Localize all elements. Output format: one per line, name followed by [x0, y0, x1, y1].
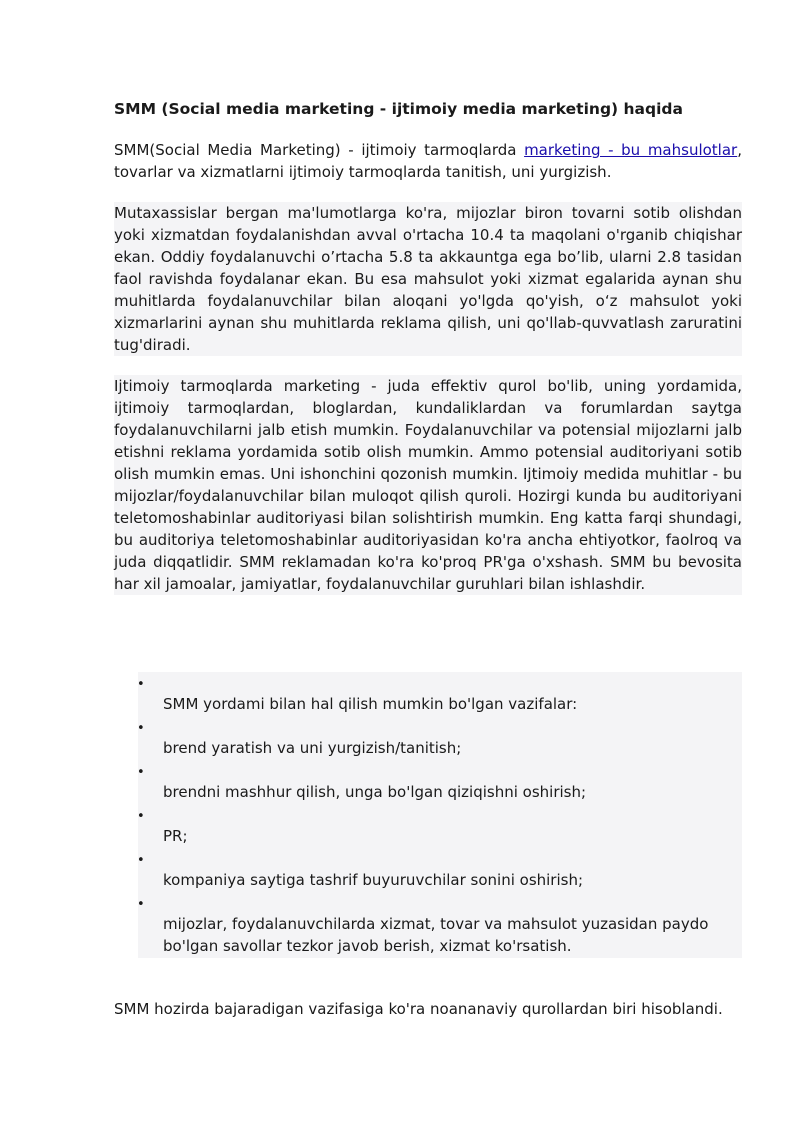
social-marketing-paragraph: Ijtimoiy tarmoqlarda marketing - juda effektiv qurol bo'lib, uning yordamida, ijtimoiy tarmoqlardan, bloglardan, kundaliklardan va forumlardan saytga foydalanuvchilarni jalb etish mumkin. Foydalanuvchilar va potensial mijozlarni jalb etishni reklama yordamida sotib olish mumkin. Ammo potensial auditoriyani sotib olish mumkin emas. Uni ishonchini qozonish mumkin. Ijtimoiy medida muhitlar - bu mijozlar/foydalanuvchilar bilan muloqot qilish quroli. Hozirgi kunda bu auditoriyani teletomoshabinlar auditoriyasi bilan solishtirish mumkin. Eng katta farqi shundagi, bu auditoriya teletomoshabinlar auditoriyasidan ko'ra ancha ehtiyotkor, faolroq va juda diqqatlidir. SMM reklamadan ko'ra ko'proq PR'ga o'xshash. SMM bu bevosita har xil jamoalar, jamiyatlar, foydalanuvchilar guruhlari bilan ishlashdir. — [114, 377, 742, 593]
list-item: SMM yordami bilan hal qilish mumkin bo'lgan vazifalar: — [163, 695, 578, 713]
statistics-paragraph: Mutaxassislar bergan ma'lumotlarga ko'ra, mijozlar biron tovarni sotib olishdan yoki xizmatdan foydalanishdan avval o'rtacha 10.4 ta maqolani o'rganib chiqishar ekan. Oddiy foydalanuvchi o’rtacha 5.8 ta akkauntga ega bo’lib, ularni 2.8 tasidan faol ravishda foydalanar ekan. Bu esa mahsulot yoki xizmat egalarida aynan shu muhitlarda foydalanuvchilar bilan aloqani yo'lgda qo'yish, o‘z mahsulot yoki xizmarlarini aynan shu muhitlarda reklama qilish, uni qo'llab-quvvatlash zaruratini tug'diradi. — [114, 204, 742, 354]
document-title: SMM (Social media marketing - ijtimoiy media marketing) haqida — [114, 100, 683, 118]
intro-paragraph — [114, 139, 742, 183]
list-bullet: • — [137, 897, 145, 912]
list-item: kompaniya saytiga tashrif buyuruvchilar sonini oshirish; — [163, 871, 584, 889]
intro-text-start: SMM(Social Media Marketing) - ijtimoiy tarmoqlarda — [114, 141, 525, 159]
list-bullet: • — [137, 765, 145, 780]
list-bullet: • — [137, 677, 145, 692]
list-item: mijozlar, foydalanuvchilarda xizmat, tovar va mahsulot yuzasidan paydo bo'lgan savollar tezkor javob berish, xizmat ko'rsatish. — [163, 915, 709, 955]
list-item: brendni mashhur qilish, unga bo'lgan qiziqishni oshirish; — [163, 783, 587, 801]
list-bullet: • — [137, 853, 145, 868]
closing-paragraph: SMM hozirda bajaradigan vazifasiga ko'ra noananaviy qurollardan biri hisoblandi. — [114, 1000, 723, 1018]
list-item: brend yaratish va uni yurgizish/tanitish; — [163, 739, 462, 757]
list-item: PR; — [163, 827, 188, 845]
list-bullet: • — [137, 721, 145, 736]
marketing-link[interactable]: marketing - bu mahsulotlar — [524, 141, 738, 159]
list-bullet: • — [137, 809, 145, 824]
intro-text-end: , tovarlar va xizmatlarni ijtimoiy tarmoqlarda tanitish, uni yurgizish. — [114, 141, 742, 181]
